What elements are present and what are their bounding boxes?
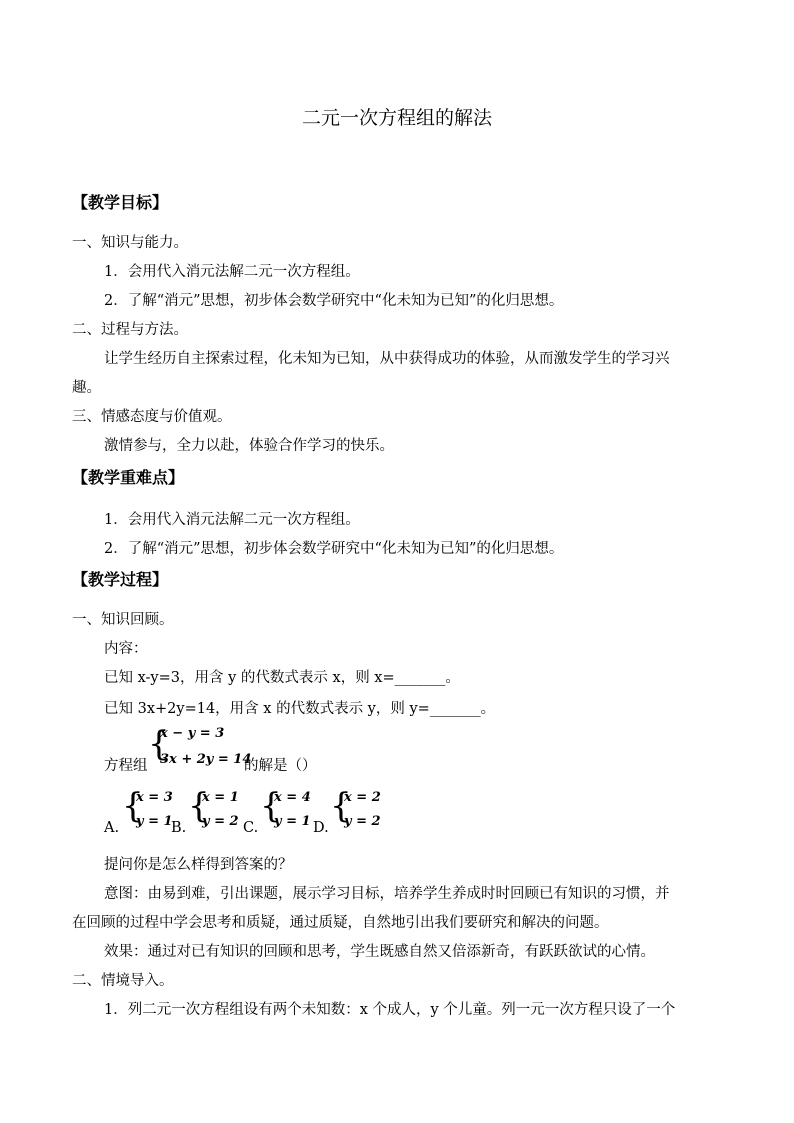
objective-2-text-line-2: 趣。 (72, 380, 101, 396)
scenario-line-1: 1．列二元一次方程组设有两个未知数：x 个成人，y 个儿童。列一元一次方程只设了一个 (104, 1002, 676, 1018)
process-2-heading: 二、情境导入。 (72, 973, 174, 989)
objective-1-heading: 一、知识与能力。 (72, 235, 188, 251)
system-brace: { (148, 724, 170, 764)
intent-line-2: 在回顾的过程中学会思考和质疑，通过质疑，自然地引出我们要研究和解决的问题。 (72, 915, 609, 931)
objective-2-text-line-1: 让学生经历自主探索过程，化未知为已知，从中获得成功的体验，从而激发学生的学习兴 (104, 351, 670, 367)
option-c-y: y = 1 (274, 814, 311, 829)
key-point-1: 1．会用代入消元法解二元一次方程组。 (104, 512, 360, 528)
option-b-x: x = 1 (202, 790, 239, 805)
option-b-brace: { (188, 786, 210, 826)
option-c-brace: { (260, 786, 282, 826)
question-1: 已知 x-y=3，用含 y 的代数式表示 x，则 x=_______。 (104, 670, 460, 686)
system-equation-1: x − y = 3 (160, 726, 225, 741)
option-c-x: x = 4 (274, 790, 311, 805)
objective-2-heading: 二、过程与方法。 (72, 322, 188, 338)
section-heading-process: 【教学过程】 (72, 570, 169, 589)
system-equation-2: 3x + 2y = 14 (160, 752, 252, 767)
option-c-label: C. (243, 820, 259, 836)
process-1-heading: 一、知识回顾。 (72, 612, 174, 628)
option-d-y: y = 2 (344, 814, 381, 829)
content-label: 内容： (104, 641, 148, 657)
option-d-x: x = 2 (344, 790, 381, 805)
prompt-question: 提问你是怎么样得到答案的？ (104, 857, 293, 873)
objective-3-heading: 三、情感态度与价值观。 (72, 409, 232, 425)
section-heading-objectives: 【教学目标】 (72, 193, 169, 212)
intent-line-1: 意图：由易到难，引出课题，展示学习目标，培养学生养成时时回顾已有知识的习惯，并 (104, 886, 670, 902)
system-label: 方程组 (104, 758, 148, 774)
objective-1-item-1: 1．会用代入消元法解二元一次方程组。 (104, 264, 360, 280)
section-heading-key-points: 【教学重难点】 (72, 468, 185, 487)
option-b-y: y = 2 (202, 814, 239, 829)
option-a-brace: { (122, 786, 144, 826)
page-title: 二元一次方程组的解法 (301, 107, 492, 129)
option-b-label: B. (171, 820, 187, 836)
objective-3-text: 激情参与，全力以赴，体验合作学习的快乐。 (104, 438, 394, 454)
option-a-y: y = 1 (136, 814, 173, 829)
option-a-label: A. (104, 820, 120, 836)
option-d-label: D. (313, 820, 329, 836)
key-point-2: 2．了解“消元”思想，初步体会数学研究中“化未知为已知”的化归思想。 (104, 541, 564, 557)
option-d-brace: { (330, 786, 352, 826)
question-2: 已知 3x+2y=14，用含 x 的代数式表示 y，则 y=_______。 (104, 701, 496, 717)
option-a-x: x = 3 (136, 790, 173, 805)
system-question-suffix: 的解是（） (244, 758, 317, 774)
effect-line: 效果：通过对已有知识的回顾和思考，学生既感自然又倍添新奇，有跃跃欲试的心情。 (104, 944, 655, 960)
objective-1-item-2: 2．了解“消元”思想，初步体会数学研究中“化未知为已知”的化归思想。 (104, 293, 564, 309)
